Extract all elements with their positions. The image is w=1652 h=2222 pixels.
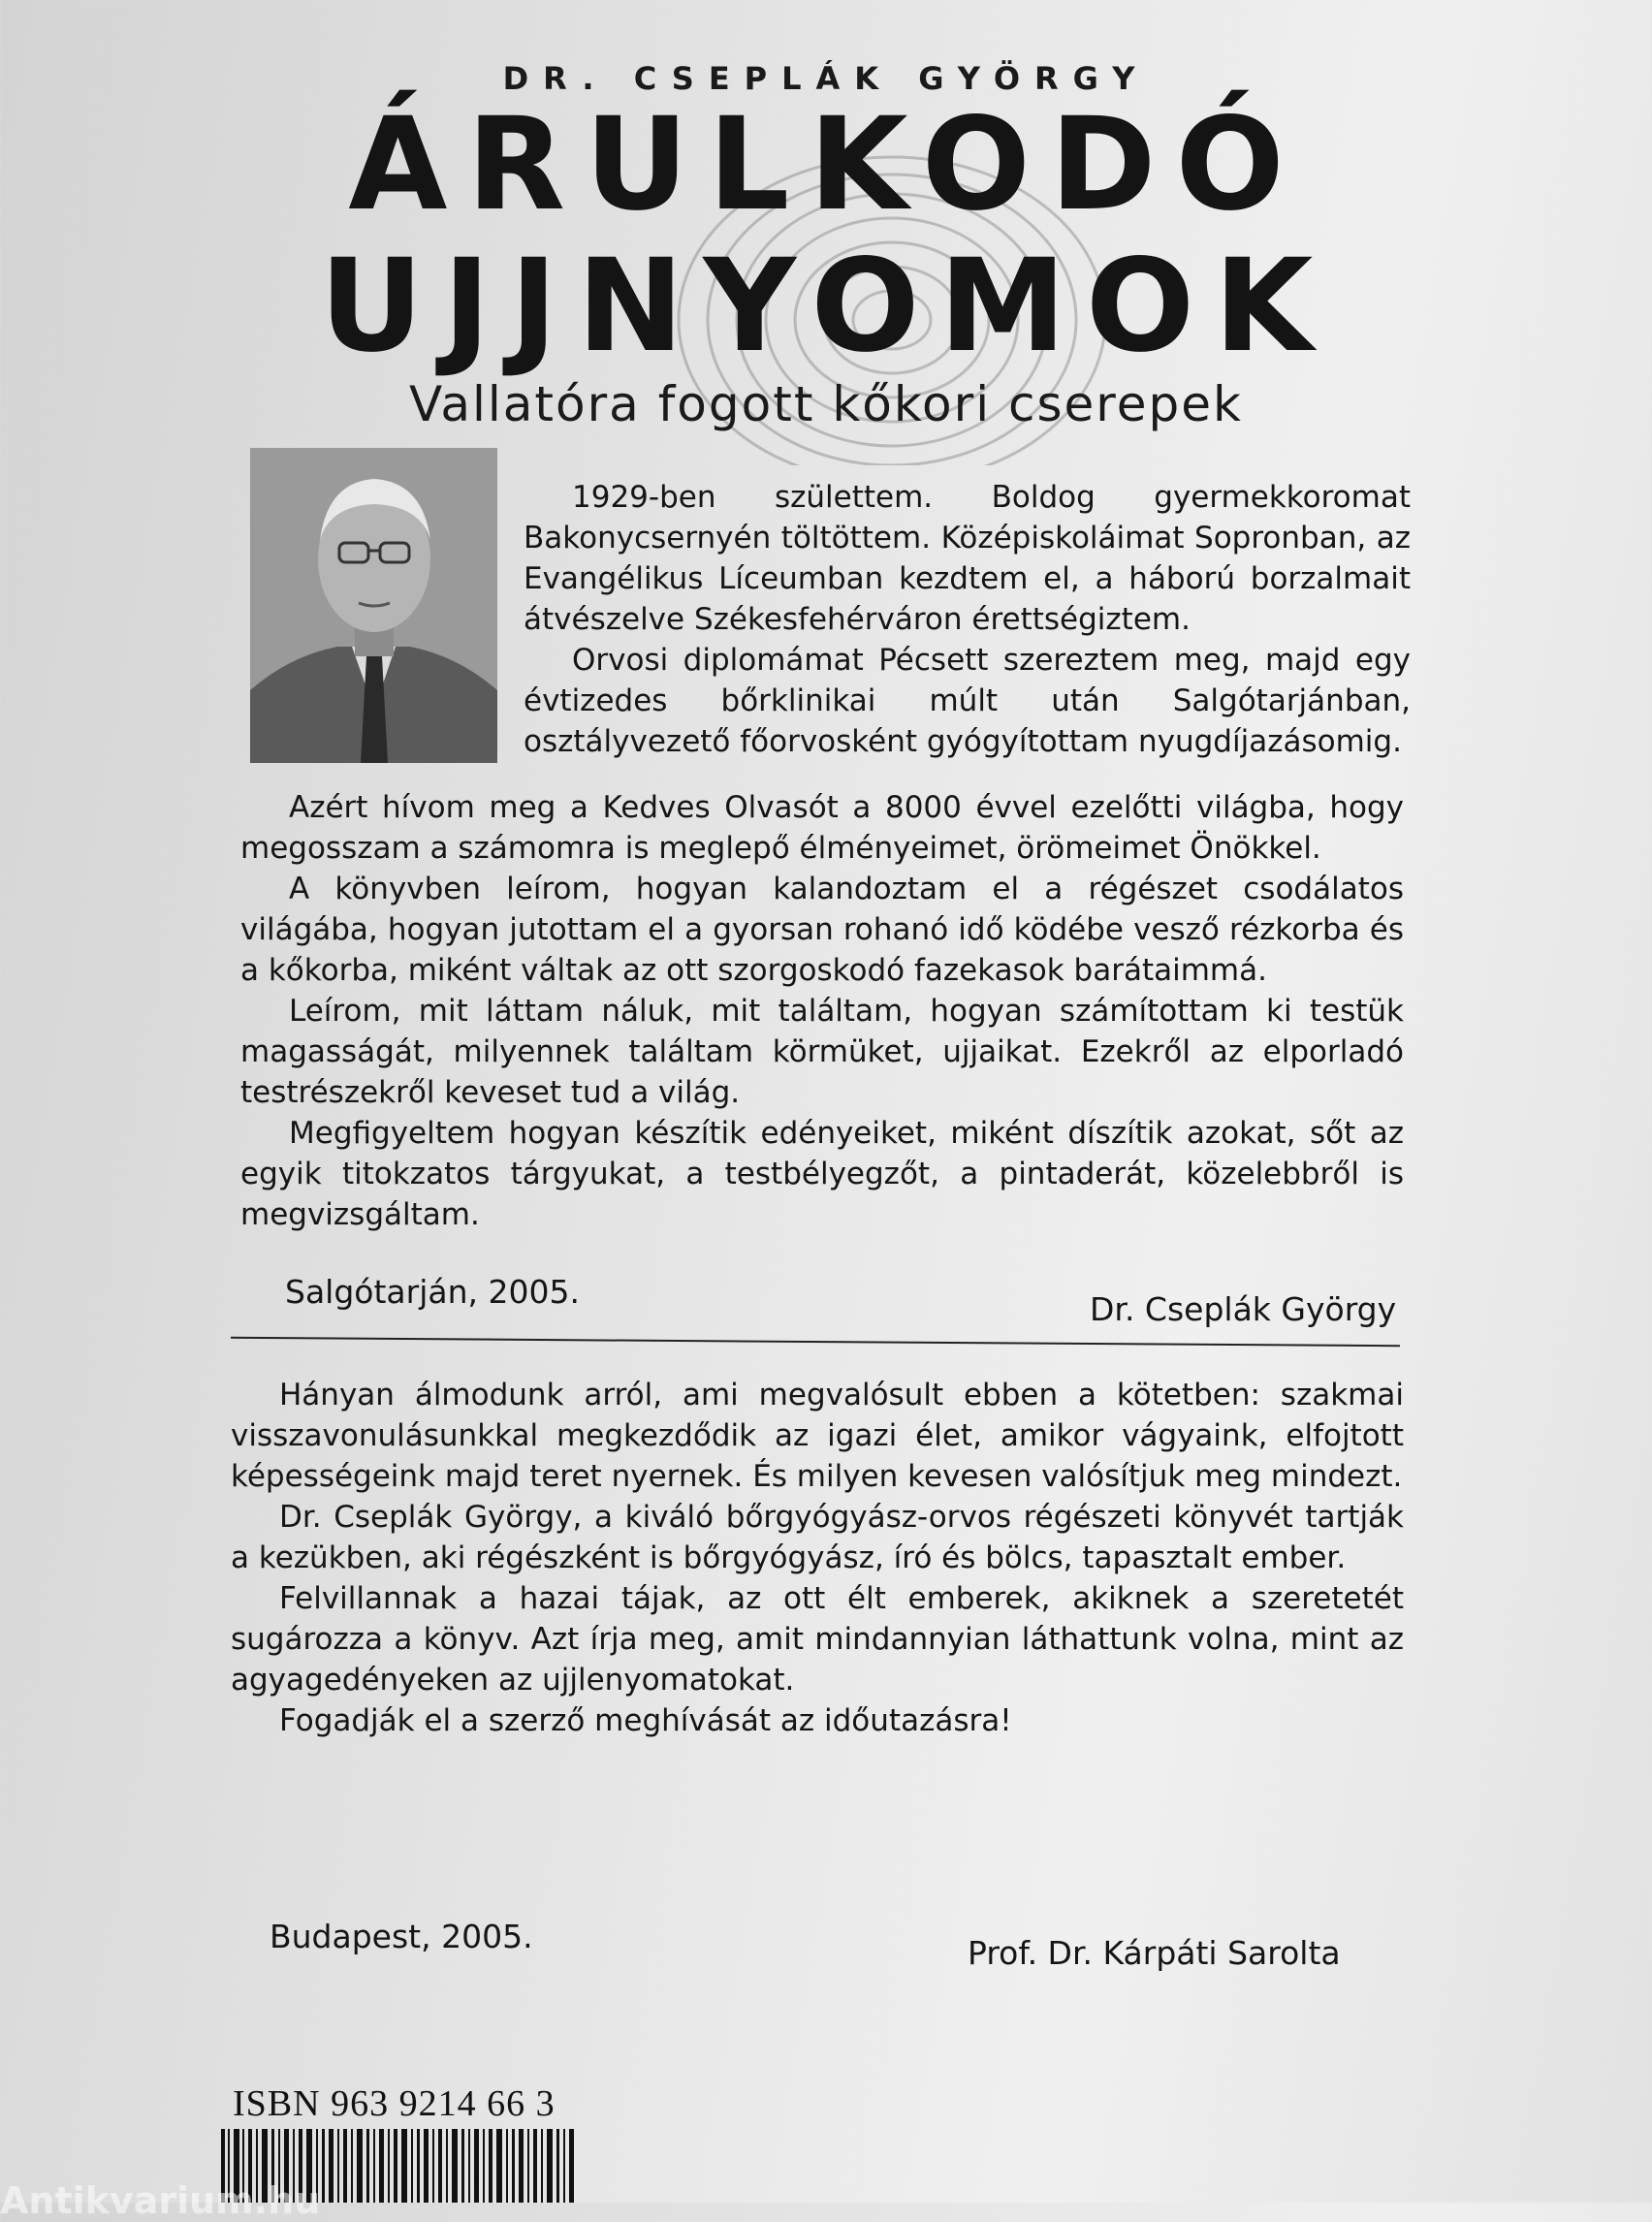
foreword-paragraph: Felvillannak a hazai tájak, az ott élt emberek, akiknek a szeretetét sugározza a könyv. Azt írja meg, amit mindannyian láthattunk volna, mint az agyagedényeken az ujjlenyomatokat.	[231, 1581, 1404, 1698]
cover-author: DR. CSEPLÁK GYÖRGY	[502, 60, 1150, 97]
intro-paragraph: Leírom, mit láttam náluk, mit találtam, hogyan számítottam ki testük magasságát, milyennek találtam körmüket, ujjaikat. Ezekről az elporladó testrészekről keveset tud a világ.	[240, 994, 1404, 1110]
book-subtitle: Vallatóra fogott kőkori cserepek	[409, 376, 1243, 432]
book-title-line-2: UJJNYOMOK	[319, 232, 1333, 381]
author-introduction	[240, 787, 1404, 1235]
foreword-signature: Prof. Dr. Kárpáti Sarolta	[968, 1934, 1341, 1972]
intro-paragraph: Megfigyeltem hogyan készítik edényeiket, miként díszítik azokat, sőt az egyik titokzatos tárgyukat, a testbélyegzőt, a pintaderát, közelebbről is megvizsgáltam.	[240, 1116, 1404, 1232]
author-place-date: Salgótarján, 2005.	[285, 1273, 580, 1311]
author-photo	[250, 448, 497, 763]
foreword-paragraph: Hányan álmodunk arról, ami megvalósult ebben a kötetben: szakmai visszavonulásunkkal megkezdődik az igazi élet, amikor vágyaink, elfojtott képességeink majd teret nyernek. És milyen kevesen valósítjuk meg mindezt.	[231, 1378, 1404, 1494]
isbn: ISBN 963 9214 66 3	[233, 2083, 556, 2124]
foreword	[231, 1375, 1404, 1741]
bio-paragraph: 1929-ben születtem. Boldog gyermekkoromat Bakonycsernyén töltöttem. Középiskoláimat Sopronban, az Evangélikus Líceumban kezdtem el, a háború borzalmait átvészelve Székesfehérváron érettségiztem.	[524, 480, 1411, 637]
author-bio	[524, 477, 1411, 762]
site-watermark: Antikvarium.hu	[0, 2179, 321, 2222]
foreword-paragraph: Dr. Cseplák György, a kiváló bőrgyógyász-orvos régészeti könyvét tartják a kezükben, aki régészként is bőrgyógyász, író és bölcs, tapasztalt ember.	[231, 1500, 1404, 1575]
bio-paragraph: Orvosi diplomámat Pécsett szereztem meg, majd egy évtizedes bőrklinikai múlt után Salgótarjánban, osztályvezető főorvosként gyógyítottam nyugdíjazásomig.	[524, 643, 1411, 759]
foreword-paragraph: Fogadják el a szerző meghívását az időutazásra!	[279, 1703, 1012, 1738]
book-title-line-1: ÁRULKODÓ	[348, 90, 1304, 239]
section-divider	[231, 1337, 1400, 1347]
author-signature: Dr. Cseplák György	[1090, 1290, 1397, 1328]
intro-paragraph: A könyvben leírom, hogyan kalandoztam el a régészet csodálatos világába, hogyan jutottam el a gyorsan rohanó idő ködébe vesző rézkorba és a kőkorba, miként váltak az ott szorgoskodó fazekasok barátaimmá.	[240, 872, 1404, 988]
foreword-place-date: Budapest, 2005.	[270, 1918, 533, 1955]
intro-paragraph: Azért hívom meg a Kedves Olvasót a 8000 évvel ezelőtti világba, hogy megosszam a számomra is meglepő élményeimet, örömeimet Önökkel.	[240, 790, 1404, 866]
